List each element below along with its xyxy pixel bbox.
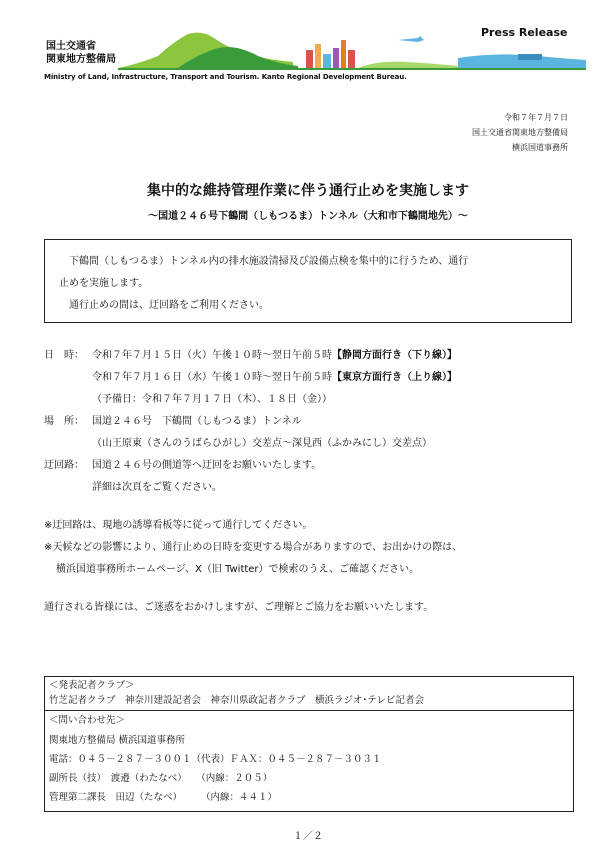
page-number: １／２ — [293, 831, 323, 842]
schedule-row2 — [92, 370, 457, 385]
closing-message: 通行される皆様には、ご迷惑をおかけしますが、ご理解とご協力をお願いいたします。 — [44, 602, 434, 613]
summary-line2: 止めを実施します。 — [59, 278, 149, 289]
agency-english-name: Ministry of Land, Infrastructure, Transport and Tourism. Kanto Regional Development Bureau. — [44, 73, 407, 81]
contact-phone: 電話：０４５－２８７－３００１（代表）ＦＡＸ：０４５－２８７－３０３１ — [49, 754, 382, 765]
summary-box — [44, 239, 572, 323]
issuing-bureau: 国土交通省関東地方整備局 — [472, 128, 568, 137]
contact-office: 関東地方整備局 横浜国道事務所 — [49, 735, 186, 746]
summary-line3: 通行止めの間は、迂回路をご利用ください。 — [69, 300, 269, 311]
press-release-label: Press Release — [481, 26, 568, 39]
schedule-row1 — [92, 348, 457, 363]
summary-line1: 下鶴間（しもつるま）トンネル内の排水施設清掃及び設備点検を集中的に行うため、通行 — [69, 256, 469, 267]
schedule-reserve-days: （予備日：令和７年７月１７日（木）、１８日（金）） — [92, 394, 332, 405]
note-weather-line1: ※天候などの影響により、通行止めの日時を変更する場合がありますので、お出かけの際は、 — [44, 542, 463, 553]
release-date: 令和７年７月７日 — [504, 113, 568, 122]
contact-divider — [45, 710, 573, 711]
agency-line2: 関東地方整備局 — [46, 54, 116, 65]
release-meta — [472, 110, 568, 155]
note-detour-signs: ※迂回路は、現地の誘導看板等に従って通行してください。 — [44, 520, 313, 531]
note-weather-line2: 横浜国道事務所ホームページ、X（旧 Twitter）で検索のうえ、ご確認ください。 — [56, 564, 420, 575]
schedule-row2-direction: 【東京方面行き（上り線）】 — [332, 372, 457, 383]
contact-box — [44, 676, 574, 812]
schedule-row1-direction: 【静岡方面行き（下り線）】 — [332, 350, 457, 361]
contact-person2: 管理第二課長 田辺（たなべ） （内線：４４１） — [49, 792, 278, 803]
page-subtitle: ～国道２４６号下鶴間（しもつるま）トンネル（大和市下鶴間地先）～ — [148, 211, 468, 222]
landscape-illustration — [118, 30, 586, 70]
detour-line1: 国道２４６号の側道等へ迂回をお願いいたします。 — [92, 460, 322, 471]
contact-header: ＜問い合わせ先＞ — [49, 715, 126, 726]
detour-line2: 詳細は次頁をご覧ください。 — [92, 482, 222, 493]
schedule-row2-date: 令和７年７月１６日（水）午後１０時～翌日午前５時 — [92, 372, 332, 383]
page-title: 集中的な維持管理作業に伴う通行止めを実施します — [147, 183, 469, 199]
place-line1: 国道２４６号 下鶴間（しもつるま）トンネル — [92, 416, 302, 427]
contact-person1: 副所長（技） 渡邉（わたなべ） （内線：２０５） — [49, 773, 273, 784]
place-line2: （山王原東（さんのうばらひがし）交差点～深見西（ふかみにし）交差点） — [92, 438, 432, 449]
schedule-label: 日 時： — [44, 350, 84, 361]
press-club-header: ＜発表記者クラブ＞ — [49, 680, 135, 691]
press-club-list: 竹芝記者クラブ 神奈川建設記者会 神奈川県政記者クラブ 横浜ラジオ･テレビ記者会 — [49, 695, 425, 706]
place-label: 場 所： — [44, 416, 84, 427]
detour-label: 迂回路： — [44, 460, 84, 471]
agency-line1: 国土交通省 — [46, 41, 96, 52]
agency-name — [46, 40, 116, 66]
schedule-row1-date: 令和７年７月１５日（火）午後１０時～翌日午前５時 — [92, 350, 332, 361]
issuing-office: 横浜国道事務所 — [512, 143, 568, 152]
